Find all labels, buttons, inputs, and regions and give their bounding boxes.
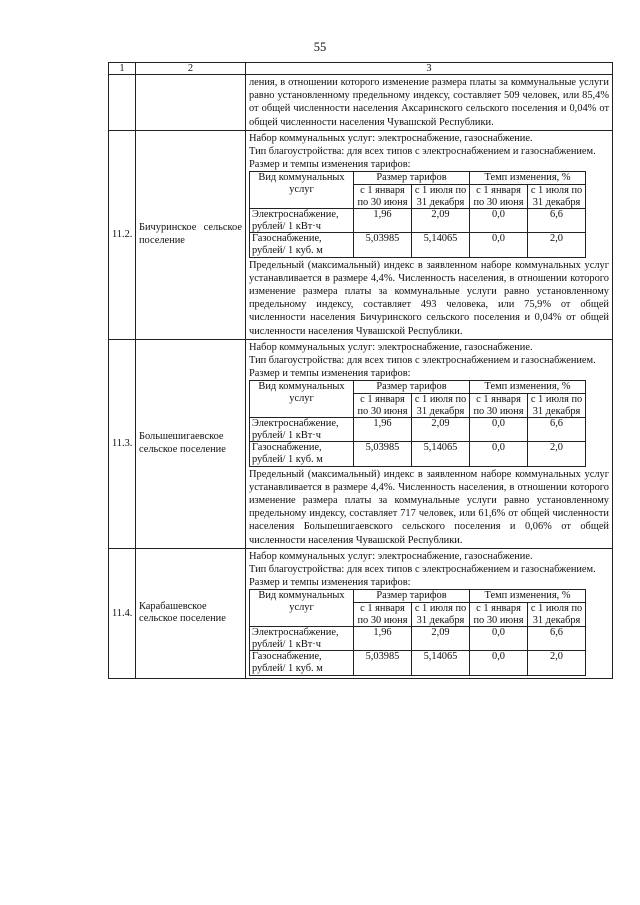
rate-header: Темп изменения, % <box>470 381 586 394</box>
table-row <box>109 339 613 548</box>
service-row <box>250 442 586 466</box>
rate-jan: 0,0 <box>470 418 528 442</box>
size-header: Размер тарифов <box>354 172 470 185</box>
tariff-jul: 2,09 <box>412 627 470 651</box>
service-name: Электроснабжение, рублей/ 1 кВт·ч <box>250 209 354 233</box>
service-name: Газоснабжение, рублей/ 1 куб. м <box>250 233 354 257</box>
row-number: 11.2. <box>109 130 136 339</box>
table-row <box>109 130 613 339</box>
header-col-2: 2 <box>136 63 246 75</box>
period-jul-header: с 1 июля по 31 декабря <box>528 185 586 209</box>
limit-index-text: Предельный (максимальный) индекс в заявленном наборе коммунальных услуг устанавливается в размере 4,4%. Численность населения, в отношении которого изменение размера платы за коммунальные услуги равно установленному предельному индексу, составляет 493 человека, или 75,9% от общей численности населения Бичуринского сельского поселения и 0,04% от общей численности населения Чувашской Республики. <box>249 259 609 337</box>
services-set-text: Набор коммунальных услуг: электроснабжение, газоснабжение. <box>249 550 533 562</box>
tariff-jul: 2,09 <box>412 209 470 233</box>
tariff-jan: 1,96 <box>354 209 412 233</box>
rate-jan: 0,0 <box>470 233 528 257</box>
row-number: 11.4. <box>109 548 136 678</box>
tariff-table <box>249 171 586 257</box>
improvement-type-text: Тип благоустройства: для всех типов с электроснабжением и газоснабжением. <box>249 355 596 366</box>
period-jan-header: с 1 января по 30 июня <box>354 394 412 418</box>
period-jan-header: с 1 января по 30 июня <box>470 394 528 418</box>
rate-jul: 2,0 <box>528 651 586 675</box>
service-name: Газоснабжение, рублей/ 1 куб. м <box>250 442 354 466</box>
period-jan-header: с 1 января по 30 июня <box>470 185 528 209</box>
tariff-jul: 5,14065 <box>412 651 470 675</box>
period-jul-header: с 1 июля по 31 декабря <box>528 602 586 626</box>
period-jan-header: с 1 января по 30 июня <box>470 602 528 626</box>
rate-header: Темп изменения, % <box>470 172 586 185</box>
size-header: Размер тарифов <box>354 590 470 603</box>
tariff-jan: 1,96 <box>354 418 412 442</box>
tariffs-caption: Размер и темпы изменения тарифов: <box>249 368 411 380</box>
period-jul-header: с 1 июля по 31 декабря <box>412 394 470 418</box>
rate-jul: 6,6 <box>528 627 586 651</box>
services-set-text: Набор коммунальных услуг: электроснабжение, газоснабжение. <box>249 132 533 144</box>
continuation-row <box>109 75 613 131</box>
service-row <box>250 627 586 651</box>
header-row <box>109 63 613 75</box>
period-jul-header: с 1 июля по 31 декабря <box>528 394 586 418</box>
kind-header: Вид коммунальных услуг <box>250 172 354 209</box>
service-name: Газоснабжение, рублей/ 1 куб. м <box>250 651 354 675</box>
rate-jan: 0,0 <box>470 627 528 651</box>
service-name: Электроснабжение, рублей/ 1 кВт·ч <box>250 418 354 442</box>
settlement-name: Бичуринское сельское поселение <box>139 222 242 246</box>
rate-header: Темп изменения, % <box>470 590 586 603</box>
tariffs-caption: Размер и темпы изменения тарифов: <box>249 577 411 589</box>
rate-jul: 2,0 <box>528 442 586 466</box>
services-set-text: Набор коммунальных услуг: электроснабжение, газоснабжение. <box>249 341 533 353</box>
period-jan-header: с 1 января по 30 июня <box>354 602 412 626</box>
improvement-type-text: Тип благоустройства: для всех типов с электроснабжением и газоснабжением. <box>249 563 596 575</box>
settlement-name: Большешигаевское сельское поселение <box>139 431 226 455</box>
tariff-jan: 5,03985 <box>354 651 412 675</box>
table-row <box>109 548 613 678</box>
rate-jul: 6,6 <box>528 418 586 442</box>
period-jul-header: с 1 июля по 31 декабря <box>412 602 470 626</box>
service-row <box>250 651 586 675</box>
rate-jan: 0,0 <box>470 442 528 466</box>
rate-jul: 2,0 <box>528 233 586 257</box>
kind-header: Вид коммунальных услуг <box>250 381 354 418</box>
service-row <box>250 233 586 257</box>
header-col-3: 3 <box>246 63 613 75</box>
service-row <box>250 418 586 442</box>
improvement-type-text: Тип благоустройства: для всех типов с электроснабжением и газоснабжением. <box>249 146 596 158</box>
rate-jul: 6,6 <box>528 209 586 233</box>
period-jan-header: с 1 января по 30 июня <box>354 185 412 209</box>
tariff-jan: 5,03985 <box>354 233 412 257</box>
size-header: Размер тарифов <box>354 381 470 394</box>
tariff-document-table <box>108 62 613 679</box>
tariff-jul: 2,09 <box>412 418 470 442</box>
limit-index-text: Предельный (максимальный) индекс в заявленном наборе коммунальных услуг устанавливается в размере 4,4%. Численность населения, в отношении которого изменение размера платы за коммунальные услуги равно установленному предельному индексу, составляет 717 человек, или 61,6% от общей численности населения Большешигаевского сельского поселения и 0,06% от общей численности населения Чувашской Республики. <box>249 468 609 546</box>
period-jul-header: с 1 июля по 31 декабря <box>412 185 470 209</box>
header-col-1: 1 <box>109 63 136 75</box>
service-name: Электроснабжение, рублей/ 1 кВт·ч <box>250 627 354 651</box>
tariff-jul: 5,14065 <box>412 233 470 257</box>
rate-jan: 0,0 <box>470 651 528 675</box>
tariff-jan: 5,03985 <box>354 442 412 466</box>
tariff-table <box>249 589 586 675</box>
tariffs-caption: Размер и темпы изменения тарифов: <box>249 159 411 171</box>
page-number: 55 <box>313 40 327 54</box>
service-row <box>250 209 586 233</box>
tariff-table <box>249 380 586 466</box>
rate-jan: 0,0 <box>470 209 528 233</box>
continuation-text: ления, в отношении которого изменение размера платы за коммунальные услуги равно установленному предельному индексу, составляет 509 человек, или 85,4% от общей численности населения Аксаринского сельского поселения и 0,04% от общей численности населения Чувашской Республики. <box>249 77 609 128</box>
kind-header: Вид коммунальных услуг <box>250 590 354 627</box>
tariff-jan: 1,96 <box>354 627 412 651</box>
row-number: 11.3. <box>109 339 136 548</box>
tariff-jul: 5,14065 <box>412 442 470 466</box>
settlement-name: Карабашевское сельское поселение <box>139 600 226 625</box>
